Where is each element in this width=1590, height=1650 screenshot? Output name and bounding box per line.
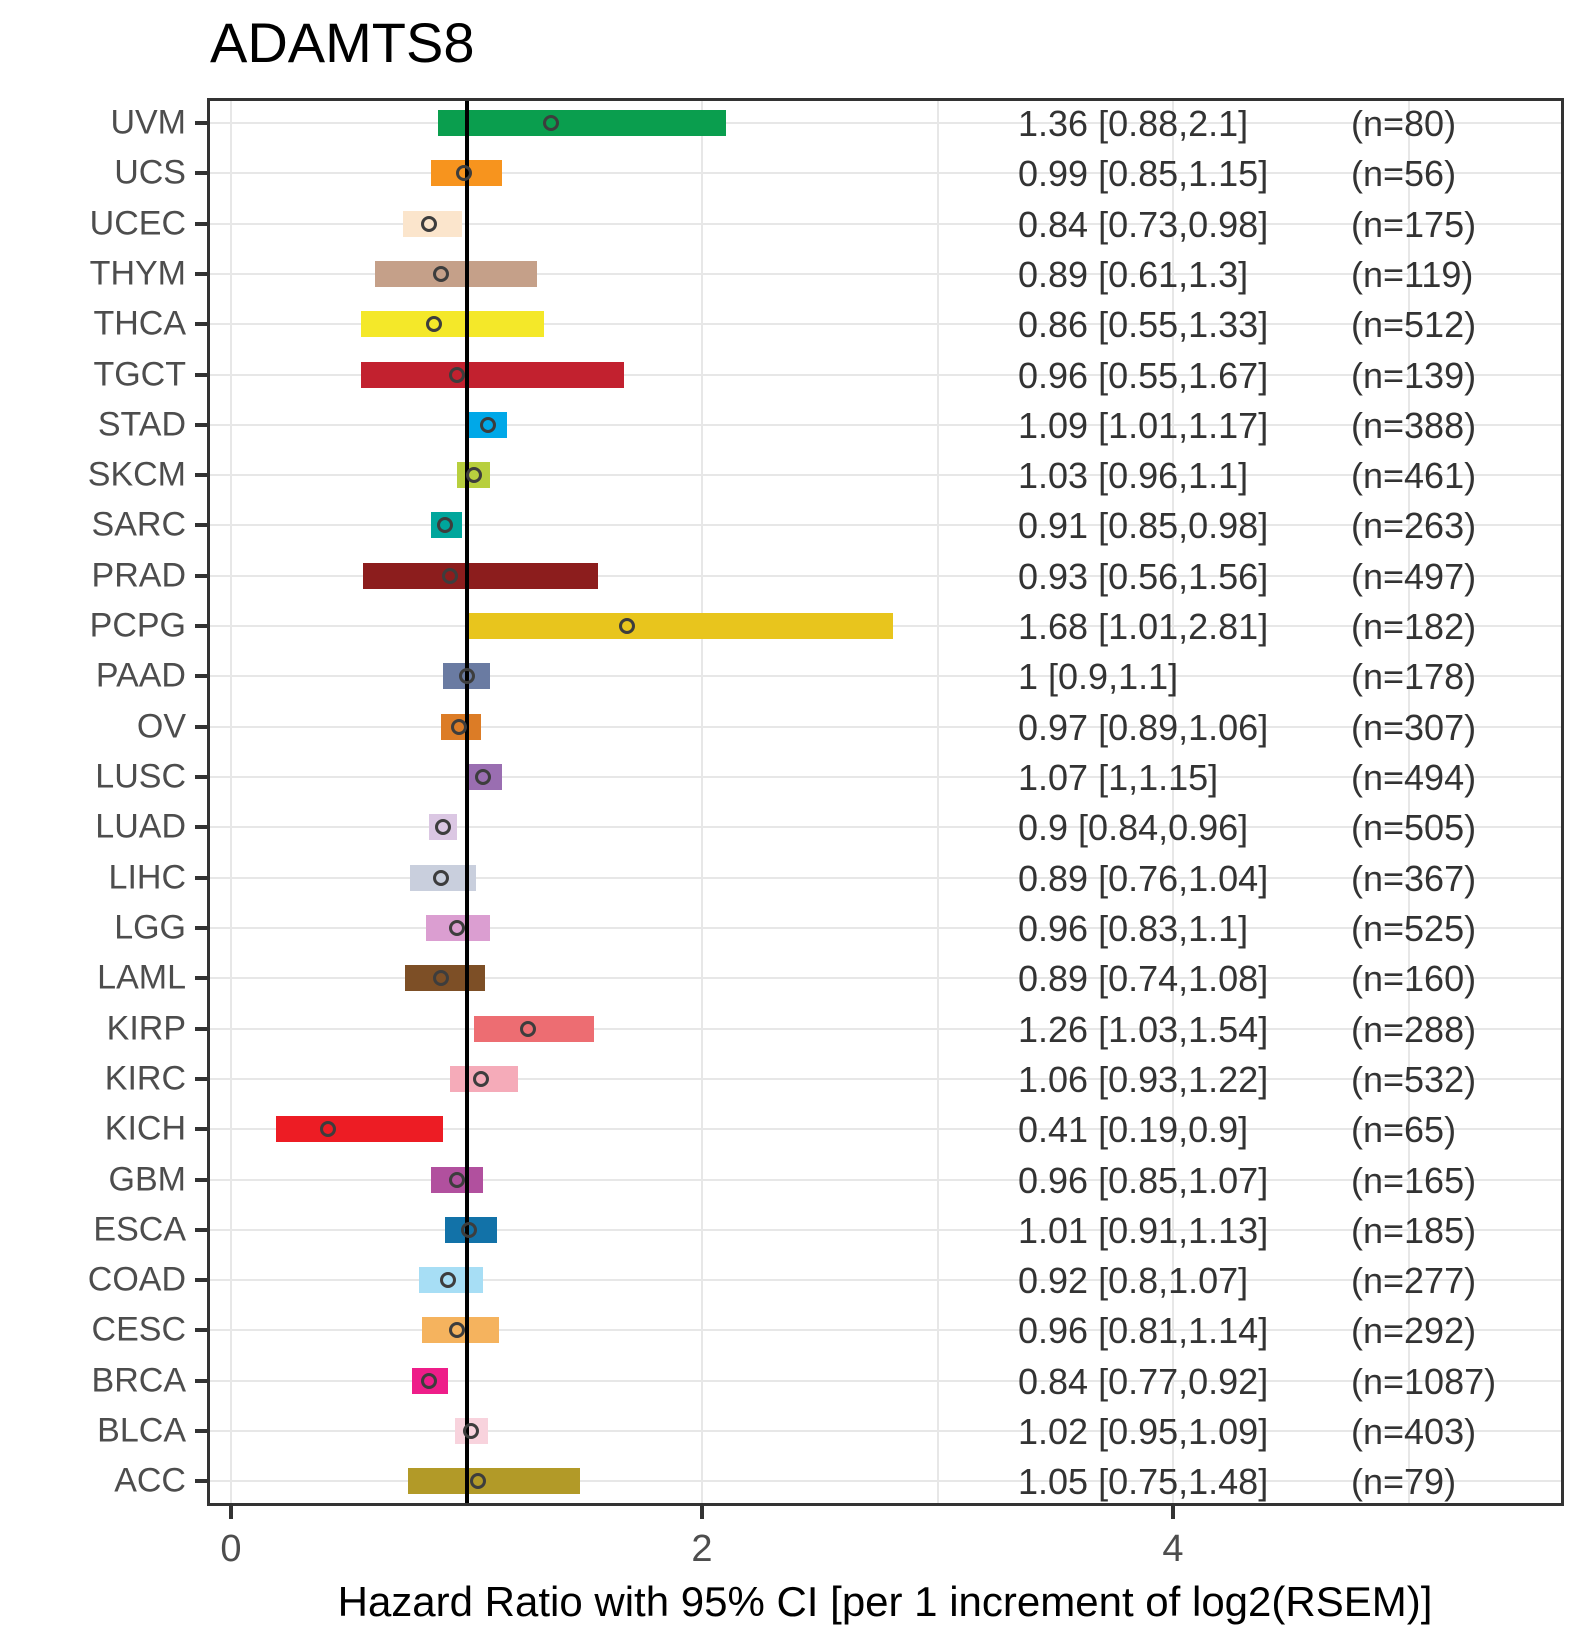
y-axis-tick (195, 222, 207, 226)
y-axis-label-lusc: LUSC (95, 757, 186, 796)
hr-ci-value: 0.89 [0.61,1.3] (1018, 253, 1249, 295)
y-axis-tick (195, 775, 207, 779)
hr-point-marker-thca (426, 316, 442, 332)
ci-bar-kich (276, 1116, 443, 1142)
y-axis-label-esca: ESCA (93, 1210, 186, 1249)
hr-point-marker-lusc (475, 769, 491, 785)
x-axis-tick (1171, 1506, 1175, 1519)
sample-size-value: (n=178) (1351, 656, 1477, 698)
sample-size-value: (n=160) (1351, 958, 1477, 1000)
ci-bar-thca (361, 311, 545, 337)
hr-point-marker-pcpg (619, 618, 635, 634)
y-axis-tick (195, 473, 207, 477)
y-axis-label-kirc: KIRC (104, 1059, 186, 1098)
y-axis-label-ov: OV (136, 707, 186, 746)
hr-ci-value: 0.41 [0.19,0.9] (1018, 1109, 1249, 1151)
y-axis-tick (195, 1379, 207, 1383)
y-axis-tick (195, 1178, 207, 1182)
hr-point-marker-esca (461, 1222, 477, 1238)
x-axis-tick (229, 1506, 233, 1519)
y-axis-tick (195, 121, 207, 125)
y-axis-label-kich: KICH (104, 1109, 186, 1148)
y-axis-label-laml: LAML (97, 958, 186, 997)
sample-size-value: (n=80) (1351, 103, 1457, 144)
hr-ci-value: 1.07 [1,1.15] (1018, 757, 1219, 799)
hr-ci-value: 1.36 [0.88,2.1] (1018, 103, 1249, 144)
hr-ci-value: 0.9 [0.84,0.96] (1018, 807, 1249, 849)
ci-bar-pcpg (469, 613, 893, 639)
sample-size-value: (n=56) (1351, 153, 1457, 195)
y-axis-tick (195, 1479, 207, 1483)
y-axis-label-prad: PRAD (91, 556, 186, 595)
hr-ci-value: 0.96 [0.81,1.14] (1018, 1310, 1269, 1352)
hr-ci-value: 1.02 [0.95,1.09] (1018, 1411, 1269, 1453)
hr-ci-value: 0.96 [0.83,1.1] (1018, 907, 1249, 949)
hr-point-marker-gbm (449, 1172, 465, 1188)
y-axis-tick (195, 825, 207, 829)
ci-bar-acc (408, 1468, 580, 1494)
sample-size-value: (n=119) (1351, 253, 1474, 295)
y-axis-tick (195, 373, 207, 377)
hr-point-marker-skcm (466, 467, 482, 483)
hr-ci-value: 0.89 [0.76,1.04] (1018, 857, 1269, 899)
x-axis-tick-label: 2 (691, 1528, 713, 1570)
hr-ci-value: 1.06 [0.93,1.22] (1018, 1058, 1269, 1100)
sample-size-value: (n=307) (1351, 706, 1477, 748)
sample-size-value: (n=525) (1351, 907, 1477, 949)
sample-size-value: (n=79) (1351, 1461, 1457, 1503)
sample-size-value: (n=512) (1351, 304, 1477, 346)
hr-ci-value: 0.91 [0.85,0.98] (1018, 505, 1269, 547)
sample-size-value: (n=277) (1351, 1260, 1477, 1302)
y-axis-tick (195, 926, 207, 930)
sample-size-value: (n=403) (1351, 1411, 1477, 1453)
sample-size-value: (n=367) (1351, 857, 1477, 899)
reference-line-hr1 (465, 98, 469, 1506)
hr-point-marker-lihc (433, 870, 449, 886)
x-axis-tick-label: 4 (1162, 1528, 1184, 1570)
sample-size-value: (n=165) (1351, 1159, 1477, 1201)
hr-ci-value: 0.99 [0.85,1.15] (1018, 153, 1269, 195)
y-axis-tick (195, 1077, 207, 1081)
y-axis-tick (195, 1127, 207, 1131)
hr-point-marker-coad (440, 1272, 456, 1288)
x-axis-tick-label: 0 (220, 1528, 242, 1570)
sample-size-value: (n=461) (1351, 455, 1477, 497)
y-axis-tick (195, 574, 207, 578)
y-axis-label-lgg: LGG (114, 908, 186, 947)
plot-title: ADAMTS8 (210, 11, 475, 74)
y-axis-tick (195, 322, 207, 326)
hr-point-marker-brca (421, 1373, 437, 1389)
hr-point-marker-kich (320, 1121, 336, 1137)
y-axis-label-cesc: CESC (91, 1310, 186, 1349)
y-axis-tick (195, 674, 207, 678)
hr-ci-value: 0.92 [0.8,1.07] (1018, 1260, 1249, 1302)
y-axis-label-lihc: LIHC (108, 858, 186, 897)
x-gridline (937, 98, 939, 1506)
x-gridline (701, 98, 703, 1506)
ci-bar-uvm (438, 110, 725, 136)
y-axis-label-tgct: TGCT (93, 355, 186, 394)
y-axis-label-blca: BLCA (97, 1411, 186, 1450)
hr-ci-value: 1 [0.9,1.1] (1018, 656, 1179, 698)
ci-bar-tgct (361, 362, 625, 388)
sample-size-value: (n=494) (1351, 757, 1477, 799)
sample-size-value: (n=185) (1351, 1209, 1477, 1251)
hr-ci-value: 0.89 [0.74,1.08] (1018, 958, 1269, 1000)
y-axis-label-ucec: UCEC (89, 204, 186, 243)
y-axis-tick (195, 423, 207, 427)
y-axis-label-kirp: KIRP (106, 1009, 186, 1048)
y-axis-tick (195, 876, 207, 880)
hr-point-marker-stad (480, 417, 496, 433)
sample-size-value: (n=263) (1351, 505, 1477, 547)
y-axis-tick (195, 725, 207, 729)
sample-size-value: (n=532) (1351, 1058, 1477, 1100)
y-axis-tick (195, 1429, 207, 1433)
sample-size-value: (n=182) (1351, 606, 1477, 648)
hr-point-marker-tgct (449, 367, 465, 383)
y-axis-label-thym: THYM (89, 254, 186, 293)
hr-ci-value: 0.97 [0.89,1.06] (1018, 706, 1269, 748)
hr-ci-value: 1.03 [0.96,1.1] (1018, 455, 1249, 497)
sample-size-value: (n=388) (1351, 404, 1477, 446)
y-axis-label-uvm: UVM (110, 103, 186, 142)
ci-bar-thym (375, 261, 537, 287)
y-axis-label-ucs: UCS (114, 153, 186, 192)
hr-ci-value: 0.84 [0.73,0.98] (1018, 203, 1269, 245)
y-axis-label-acc: ACC (114, 1461, 186, 1500)
hr-ci-value: 1.09 [1.01,1.17] (1018, 404, 1269, 446)
hr-point-marker-paad (459, 668, 475, 684)
hr-point-marker-thym (433, 266, 449, 282)
x-gridline (230, 98, 232, 1506)
y-axis-tick (195, 523, 207, 527)
hr-ci-value: 1.26 [1.03,1.54] (1018, 1008, 1269, 1050)
x-axis-title: Hazard Ratio with 95% CI [per 1 increment of log2(RSEM)] (337, 1578, 1433, 1625)
sample-size-value: (n=175) (1351, 203, 1477, 245)
y-axis-tick (195, 976, 207, 980)
sample-size-value: (n=505) (1351, 807, 1477, 849)
hr-ci-value: 1.68 [1.01,2.81] (1018, 606, 1269, 648)
hr-ci-value: 1.05 [0.75,1.48] (1018, 1461, 1269, 1503)
y-axis-tick (195, 272, 207, 276)
hr-ci-value: 0.96 [0.85,1.07] (1018, 1159, 1269, 1201)
sample-size-value: (n=497) (1351, 555, 1477, 597)
hr-point-marker-kirc (473, 1071, 489, 1087)
sample-size-value: (n=1087) (1351, 1360, 1497, 1402)
y-axis-label-stad: STAD (97, 405, 186, 444)
y-axis-tick (195, 1228, 207, 1232)
hr-ci-value: 1.01 [0.91,1.13] (1018, 1209, 1269, 1251)
y-axis-tick (195, 1278, 207, 1282)
y-axis-label-coad: COAD (87, 1260, 186, 1299)
hr-ci-value: 0.93 [0.56,1.56] (1018, 555, 1269, 597)
y-axis-label-pcpg: PCPG (89, 606, 186, 645)
y-axis-label-paad: PAAD (95, 656, 186, 695)
sample-size-value: (n=288) (1351, 1008, 1477, 1050)
hr-ci-value: 0.84 [0.77,0.92] (1018, 1360, 1269, 1402)
y-axis-label-gbm: GBM (108, 1160, 186, 1198)
sample-size-value: (n=65) (1351, 1109, 1457, 1151)
y-axis-tick (195, 171, 207, 175)
y-axis-label-sarc: SARC (91, 505, 186, 544)
sample-size-value: (n=292) (1351, 1310, 1477, 1352)
y-axis-label-thca: THCA (93, 304, 186, 343)
y-axis-label-skcm: SKCM (87, 455, 186, 494)
y-axis-tick (195, 1027, 207, 1031)
y-axis-label-brca: BRCA (91, 1361, 186, 1400)
sample-size-value: (n=139) (1351, 354, 1477, 396)
y-axis-tick (195, 1328, 207, 1332)
x-axis-tick (700, 1506, 704, 1519)
hr-point-marker-kirp (520, 1021, 536, 1037)
hr-ci-value: 0.96 [0.55,1.67] (1018, 354, 1269, 396)
hr-point-marker-ucec (421, 216, 437, 232)
hr-point-marker-prad (442, 568, 458, 584)
y-axis-label-luad: LUAD (95, 807, 186, 846)
hr-point-marker-lgg (449, 920, 465, 936)
ci-bar-prad (363, 563, 599, 589)
hr-point-marker-laml (433, 970, 449, 986)
hr-ci-value: 0.86 [0.55,1.33] (1018, 304, 1269, 346)
y-axis-tick (195, 624, 207, 628)
